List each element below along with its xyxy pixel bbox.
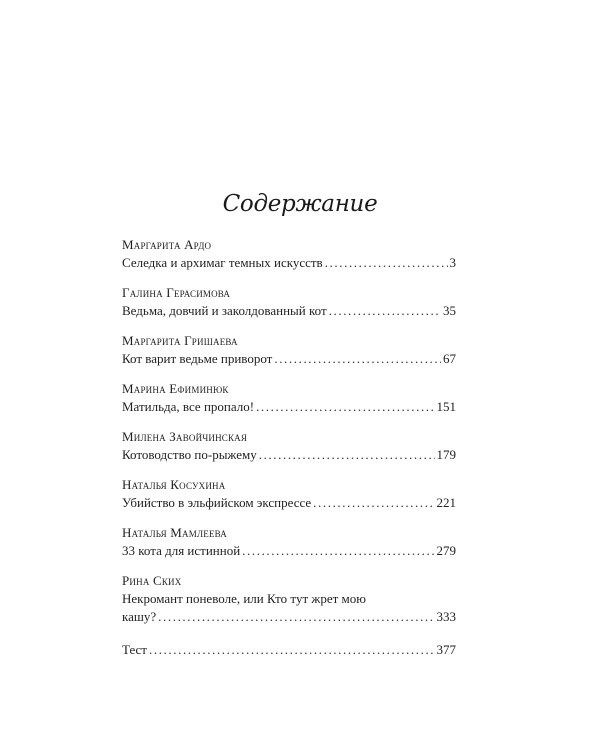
dot-leader [313, 494, 434, 512]
entry-line[interactable] [122, 302, 456, 320]
toc-entry [122, 524, 456, 560]
entry-page: 279 [436, 543, 456, 558]
entry-author: Милена Завойчинская [122, 429, 248, 444]
dot-leader [149, 641, 435, 659]
entry-title: Некромант поневоле, или Кто тут жрет мою [122, 591, 366, 606]
entry-line[interactable] [122, 608, 456, 626]
entry-line[interactable] [122, 494, 456, 512]
entry-author: Галина Герасимова [122, 285, 231, 300]
toc-entry [122, 428, 456, 464]
toc-entry [122, 380, 456, 416]
entry-line-first[interactable] [122, 590, 456, 608]
entry-page: 35 [443, 303, 456, 318]
entry-line[interactable] [122, 350, 456, 368]
entry-author: Маргарита Ардо [122, 237, 212, 252]
entry-page: 67 [443, 351, 456, 366]
dot-leader [158, 608, 434, 626]
dot-leader [256, 398, 434, 416]
dot-leader [274, 350, 441, 368]
toc-entry [122, 284, 456, 320]
entry-page: 333 [436, 609, 456, 624]
dot-leader [242, 542, 434, 560]
entry-line[interactable] [122, 398, 456, 416]
page-title: Содержание [222, 191, 378, 217]
entry-page: 221 [436, 495, 456, 510]
entry-page: 179 [436, 447, 456, 462]
entry-author: Рина Ских [122, 573, 182, 588]
entry-title: Матильда, все пропало! [122, 399, 255, 414]
entry-title: Тест [122, 642, 147, 657]
entry-title: Селедка и архимаг темных искусств [122, 255, 323, 270]
entry-title: Ведьма, довчий и заколдованный кот [122, 303, 327, 318]
entry-line[interactable] [122, 446, 456, 464]
dot-leader [259, 446, 435, 464]
entry-line[interactable] [122, 641, 456, 659]
entry-title-continued: кашу? [122, 609, 157, 624]
entry-author: Наталья Косухина [122, 477, 226, 492]
entry-page: 3 [449, 255, 456, 270]
dot-leader [329, 302, 441, 320]
toc-entry [122, 572, 456, 626]
entry-author: Наталья Мамлеева [122, 525, 227, 540]
entry-page: 377 [436, 642, 456, 657]
entry-line[interactable] [122, 542, 456, 560]
toc-entry [122, 332, 456, 368]
entry-author: Маргарита Гришаева [122, 333, 238, 348]
toc-entry [122, 476, 456, 512]
toc-entry-extra [122, 641, 456, 659]
table-of-contents [122, 236, 456, 671]
entry-title: Кот варит ведьме приворот [122, 351, 273, 366]
dot-leader [325, 254, 448, 272]
entry-title: Котоводство по-рыжему [122, 447, 257, 462]
toc-entry [122, 236, 456, 272]
entry-line[interactable] [122, 254, 456, 272]
entry-author: Марина Ефиминюк [122, 381, 229, 396]
entry-title: 33 кота для истинной [122, 543, 241, 558]
entry-page: 151 [436, 399, 456, 414]
entry-title: Убийство в эльфийском экспрессе [122, 495, 312, 510]
